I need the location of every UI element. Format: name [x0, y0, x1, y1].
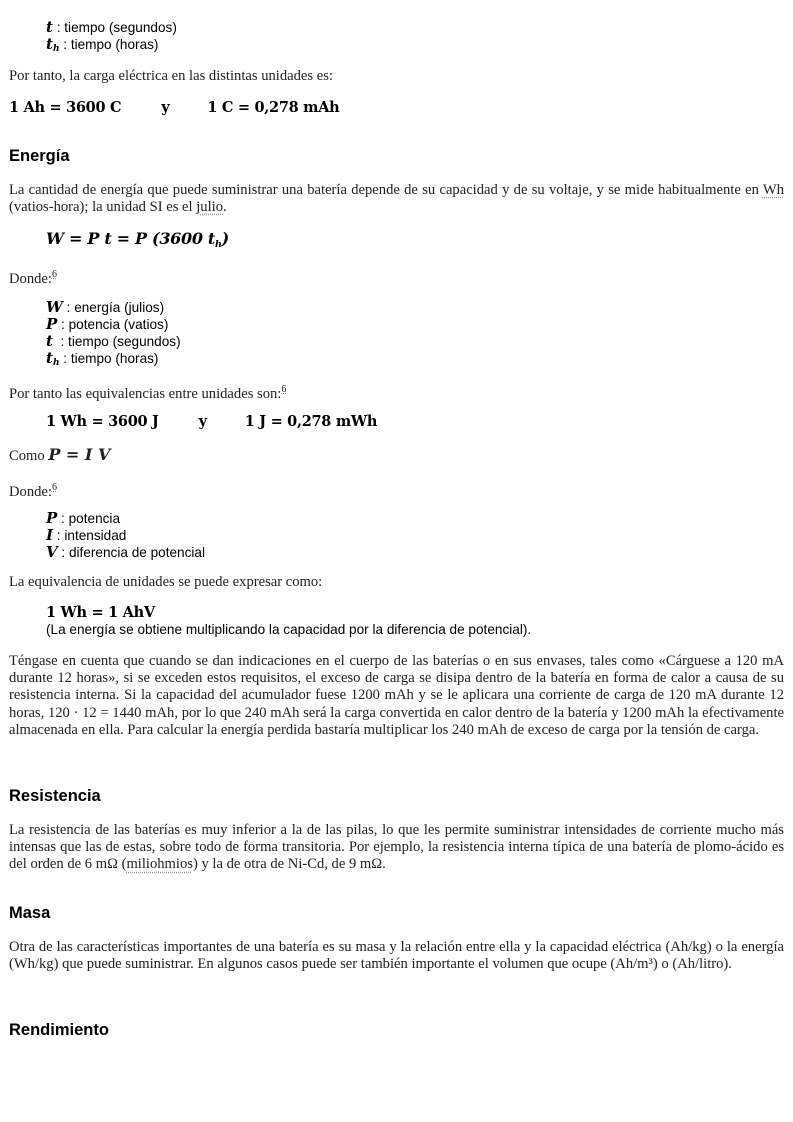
energy-formula: W = P t = P (3600 $t_h$) [46, 229, 229, 250]
definition-w: W : energía (julios) [46, 298, 165, 316]
definition-p: P : potencia [46, 509, 121, 527]
time-definitions [46, 19, 177, 57]
link-miliohmios[interactable]: miliohmios [126, 856, 193, 873]
charge-equation: 1 Ah = 3600 C y 1 C = 0,278 mAh [9, 99, 340, 116]
definition-th: $t_h$ : tiempo (horas) [46, 35, 159, 54]
power-definitions [46, 510, 205, 561]
power-formula: P = I V [48, 445, 111, 464]
definition-i: I : intensidad [46, 526, 127, 544]
reference-6[interactable]: 6 [51, 482, 57, 493]
masa-paragraph: Otra de las características importantes de una batería es su masa y la relación entre ella y la capacidad eléctrica (Ah/kg) o la energía (Wh/kg) que puede suministrar. En algunos casos puede ser también importante el volumen que ocupe (Ah/m³) o (Ah/litro). [9, 939, 784, 973]
reference-6[interactable]: 6 [51, 269, 57, 280]
heading-energia: Energía [9, 147, 70, 165]
definition-th: $t_h$ : tiempo (horas) [46, 349, 159, 368]
reference-6[interactable]: 6 [281, 384, 287, 395]
donde-label: Donde:$^6$ [9, 269, 57, 287]
definition-t: t : tiempo (segundos) [46, 332, 181, 350]
definition-t: t : tiempo (segundos) [46, 18, 177, 36]
heading-masa: Masa [9, 904, 51, 922]
donde2-label: Donde:$^6$ [9, 482, 57, 500]
link-julio[interactable]: julio [196, 199, 223, 216]
resistencia-paragraph: La resistencia de las baterías es muy inferior a la de las pilas, lo que les permite suministrar intensidades de corriente mucho más intensas que las de estas, sobre todo de forma transitoria. Por ejemplo, la resistencia interna típica de una batería de plomo-ácido es del orden de 6 mΩ (miliohmios) y la de otra de Ni-Cd, de 9 mΩ. [9, 822, 784, 873]
unit-equivalence-intro: La equivalencia de unidades se puede expresar como: [9, 574, 323, 590]
unit-equivalence-note: (La energía se obtiene multiplicando la capacidad por la diferencia de potencial). [46, 622, 532, 637]
heading-rendimiento: Rendimiento [9, 1021, 109, 1039]
energy-definitions [46, 299, 181, 371]
definition-v: V : diferencia de potencial [46, 543, 206, 561]
unit-equivalence-formula: 1 Wh = 1 AhV [46, 604, 155, 621]
energia-paragraph: La cantidad de energía que puede suministrar una batería depende de su capacidad y de su voltaje, y se mide habitualmente en Wh (vatios-hora); la unidad SI es el julio. [9, 182, 784, 216]
como-line: Como P = I V [9, 445, 111, 464]
equivalence-equation: 1 Wh = 3600 J y 1 J = 0,278 mWh [46, 413, 378, 430]
charge-intro: Por tanto, la carga eléctrica en las distintas unidades es: [9, 68, 333, 84]
charge-paragraph: Téngase en cuenta que cuando se dan indicaciones en el cuerpo de las baterías o en sus envases, tales como «Cárguese a 120 mA durante 12 horas», si se exceden estos requisitos, el exceso de carga se disipa dentro de la batería en forma de calor a causa de su resistencia interna. Si la capacidad del acumulador fuese 1200 mAh y se le aplicara una corriente de carga de 120 mA durante 12 horas, 120 · 12 = 1440 mAh, por lo que 240 mAh será la carga convertida en calor dentro de la batería y 1200 mAh la efectivamente almacenada en ella. Para calcular la energía perdida bastaría multiplicar los 240 mAh de exceso de carga por la tensión de carga. [9, 653, 784, 738]
symbol-th: $t_h$ [46, 35, 60, 54]
symbol-t: t [46, 18, 53, 36]
heading-resistencia: Resistencia [9, 787, 101, 805]
link-wh[interactable]: Wh [762, 182, 784, 198]
definition-p: P : potencia (vatios) [46, 315, 169, 333]
equivalences-intro: Por tanto las equivalencias entre unidades son:$^6$ [9, 384, 287, 402]
